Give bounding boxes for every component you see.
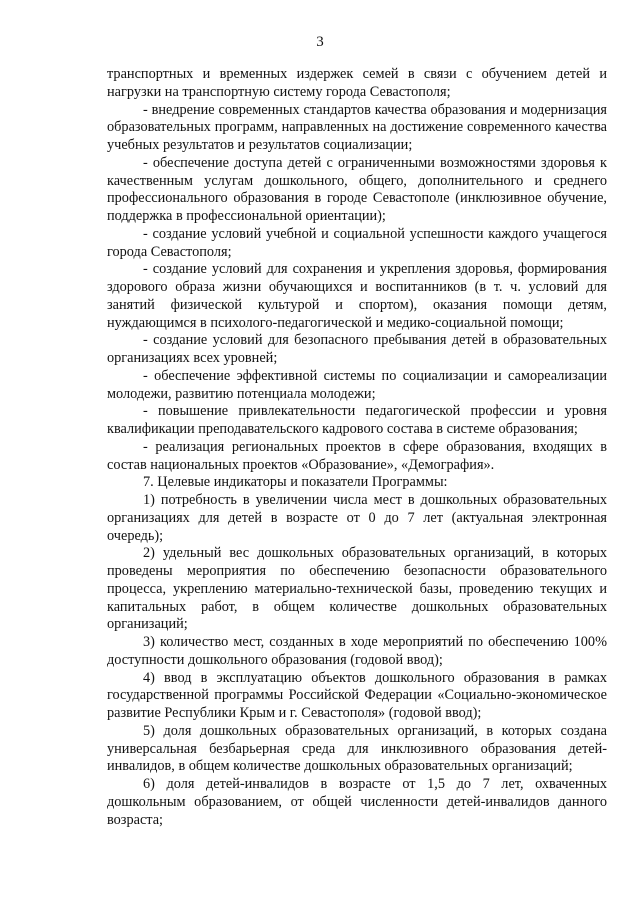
paragraph-goal-teachers: - повышение привлекательности педагогической профессии и уровня квалификации преподавательского кадрового состава в системе образования;: [107, 403, 607, 437]
paragraph-goal-inclusive-access: - обеспечение доступа детей с ограниченными возможностями здоровья к качественным услугам дошкольного, общего, дополнительного и среднего профессионального образования в городе Севастополе (инклюзивное обучение, поддержка в профессиональной ориентации);: [107, 154, 607, 224]
paragraph-continuation: транспортных и временных издержек семей в связи с обучением детей и нагрузки на транспортную систему города Севастополя;: [107, 66, 607, 100]
document-body: [107, 66, 607, 829]
paragraph-goal-health: - создание условий для сохранения и укрепления здоровья, формирования здорового образа жизни обучающихся и воспитанников (в т. ч. условий для занятий физической культурой и спортом), оказания помощи детям, нуждающимся в психолого-педагогической и медико-социальной помощи;: [107, 261, 607, 331]
page-number: 3: [316, 34, 324, 50]
paragraph-goal-youth: - обеспечение эффективной системы по социализации и самореализации молодежи, развитию потенциала молодежи;: [107, 367, 607, 402]
paragraph-goal-safety: - создание условий для безопасного пребывания детей в образовательных организациях всех уровней;: [107, 332, 607, 366]
indicator-item-2: 2) удельный вес дошкольных образовательных организаций, в которых проведены мероприятия по обеспечению безопасности образовательного процесса, укреплению материально-технической базы, проведению текущих и капитальных работ, в общем количестве дошкольных образовательных организаций;: [107, 545, 607, 633]
indicator-item-6: 6) доля детей-инвалидов в возрасте от 1,5 до 7 лет, охваченных дошкольным образованием, от общей численности детей-инвалидов данного возраста;: [107, 776, 607, 828]
indicator-item-4: 4) ввод в эксплуатацию объектов дошкольного образования в рамках государственной программы Российской Федерации «Социально-экономическое развитие Республики Крым и г. Севастополя» (годовой ввод);: [107, 669, 607, 721]
indicator-item-1: 1) потребность в увеличении числа мест в дошкольных образовательных организациях для детей в возрасте от 0 до 7 лет (актуальная электронная очередь);: [107, 492, 607, 544]
paragraph-goal-student-success: - создание условий учебной и социальной успешности каждого учащегося города Севастополя;: [107, 225, 607, 260]
indicator-item-3: 3) количество мест, созданных в ходе мероприятий по обеспечению 100% доступности дошкольного образования (годовой ввод);: [107, 634, 607, 668]
section-heading-indicators: 7. Целевые индикаторы и показатели Программы:: [143, 474, 448, 491]
paragraph-goal-standards: - внедрение современных стандартов качества образования и модернизация образовательных программ, направленных на достижение современного качества учебных результатов и результатов социализации;: [107, 101, 607, 153]
paragraph-goal-regional-projects: - реализация региональных проектов в сфере образования, входящих в состав национальных проектов «Образование», «Демография».: [107, 438, 607, 473]
indicator-item-5: 5) доля дошкольных образовательных организаций, в которых создана универсальная безбарьерная среда для инклюзивного образования детей-инвалидов, в общем количестве дошкольных образовательных организаций;: [107, 722, 607, 775]
